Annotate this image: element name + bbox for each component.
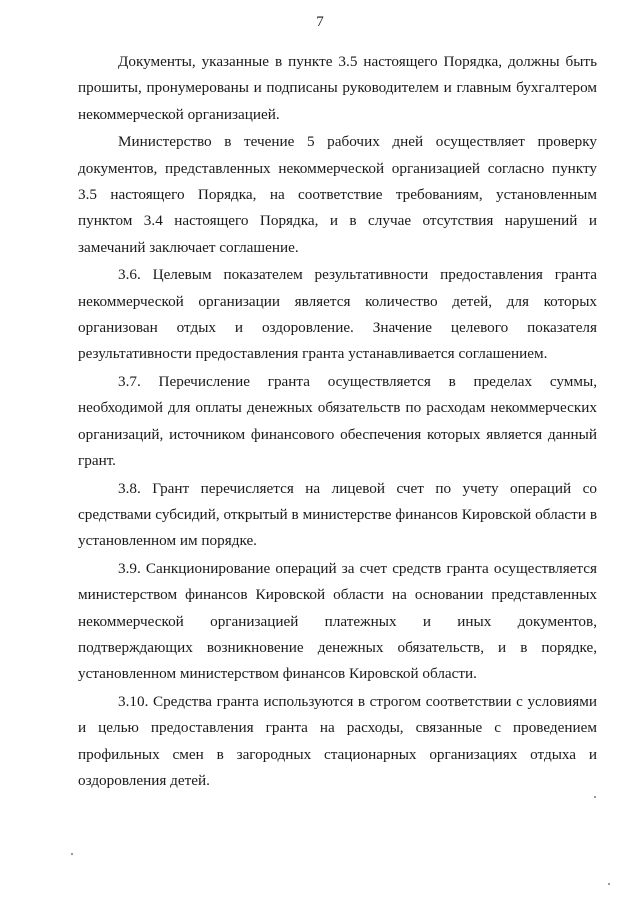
scan-speck xyxy=(71,853,73,855)
document-body xyxy=(78,49,597,796)
paragraph-documents-requirements: Документы, указанные в пункте 3.5 настоящего Порядка, должны быть прошиты, пронумерованы и подписаны руководителем и главным бухгалтером некоммерческой организацией. xyxy=(78,53,597,123)
paragraph-ministry-review: Министерство в течение 5 рабочих дней осуществляет проверку документов, представленных некоммерческой организацией согласно пункту 3.5 настоящего Порядка, на соответствие требованиям, установленным пунктом 3.4 настоящего Порядка, и в случае отсутствия нарушений и замечаний заключает соглашение. xyxy=(78,133,597,256)
paragraph-3-9: 3.9. Санкционирование операций за счет средств гранта осуществляется министерством финансов Кировской области на основании представленных некоммерческой организацией платежных и иных документов, подтверждающих возникновение денежных обязательств, и в порядке, установленном министерством финансов Кировской области. xyxy=(78,560,597,683)
paragraph-3-10: 3.10. Средства гранта используются в строгом соответствии с условиями и целью предоставления гранта на расходы, связанные с проведением профильных смен в загородных стационарных организациях отдыха и оздоровления детей. xyxy=(78,693,597,790)
paragraph-3-6: 3.6. Целевым показателем результативности предоставления гранта некоммерческой организации является количество детей, для которых организован отдых и оздоровление. Значение целевого показателя результативности предоставления гранта устанавливается соглашением. xyxy=(78,266,597,363)
paragraph-3-7: 3.7. Перечисление гранта осуществляется в пределах суммы, необходимой для оплаты денежных обязательств по расходам некоммерческих организаций, источником финансового обеспечения которых является данный грант. xyxy=(78,373,597,469)
scan-speck xyxy=(594,796,596,798)
paragraph-3-8: 3.8. Грант перечисляется на лицевой счет по учету операций со средствами субсидий, открытый в министерстве финансов Кировской области в установленном им порядке. xyxy=(78,479,597,550)
page-number: 7 xyxy=(316,14,324,30)
scan-speck xyxy=(608,883,610,885)
